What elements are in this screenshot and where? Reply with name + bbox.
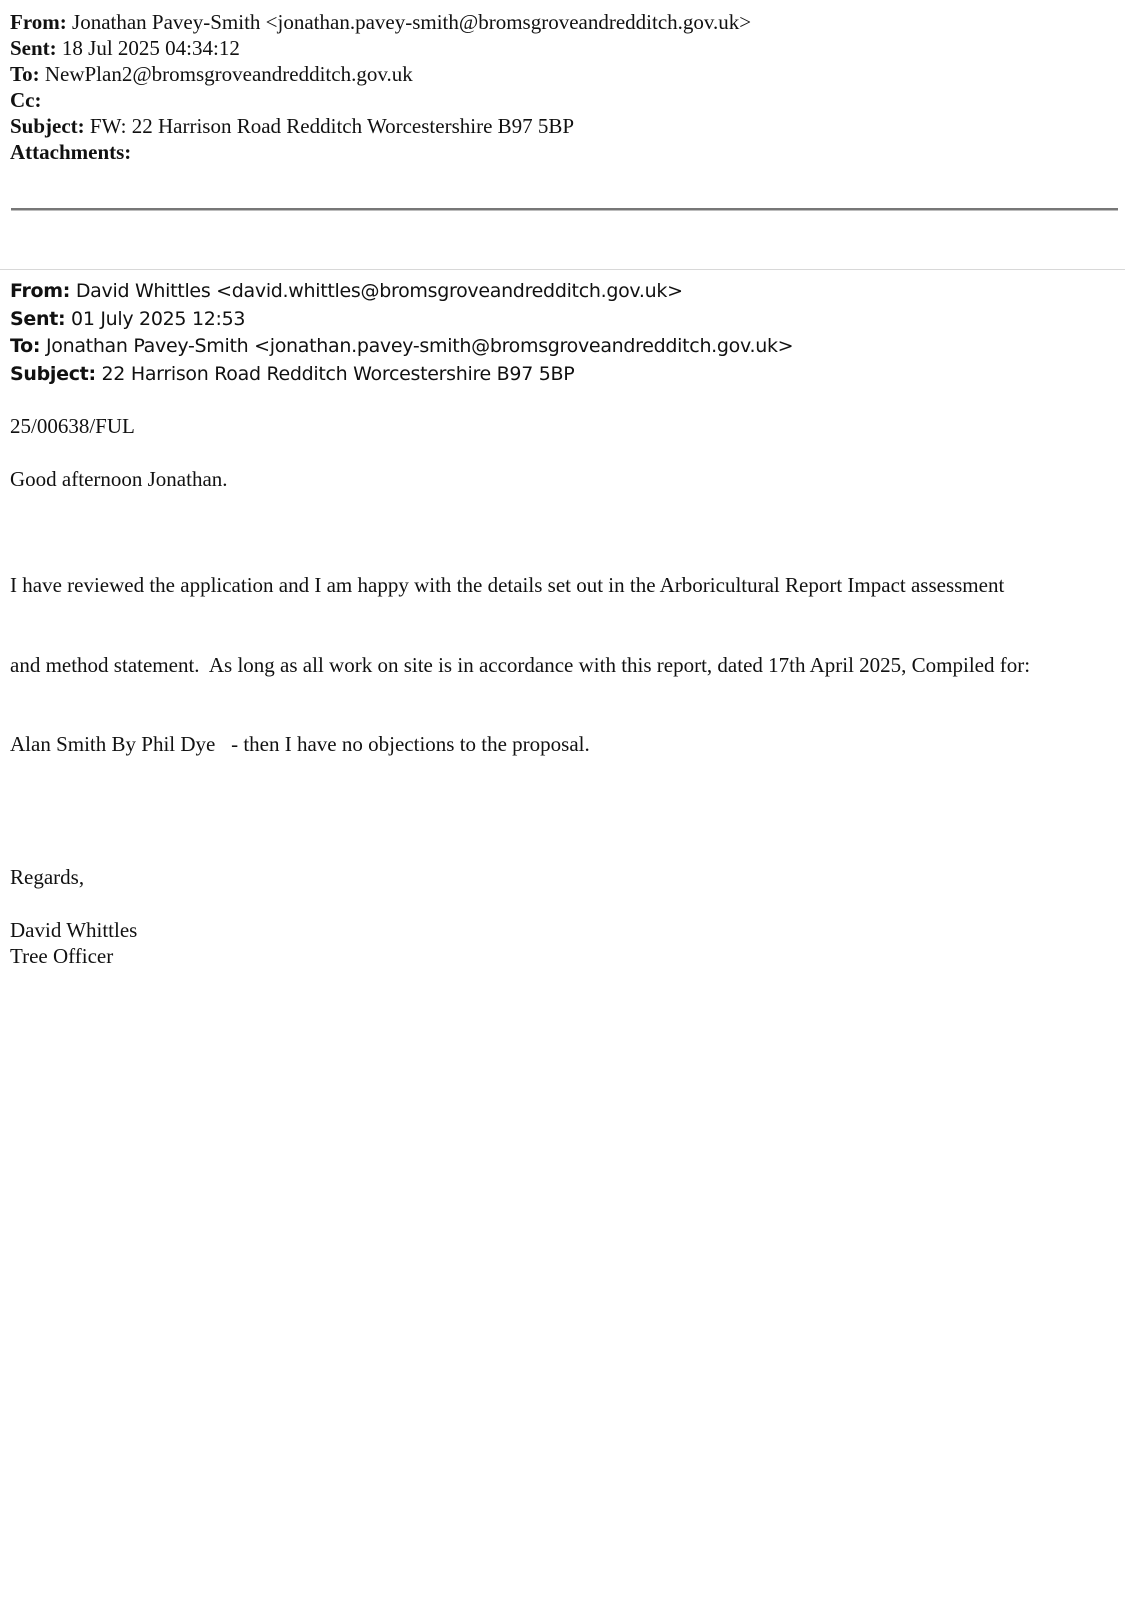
forward-sent-value: 18 Jul 2025 04:34:12 [61,36,240,60]
application-reference: 25/00638/FUL [10,414,135,438]
signature-title: Tree Officer [10,944,114,968]
forward-from-row [10,9,751,35]
forward-subject-label: Subject: [10,114,85,138]
original-to-row [10,333,793,361]
paragraph-line: Alan Smith By Phil Dye - then I have no objections to the proposal. [10,732,590,756]
original-to-label: To: [10,335,41,357]
original-subject-value: 22 Harrison Road Redditch Worcestershire B97 5BP [101,362,575,385]
closing: Regards, [10,864,85,889]
original-sent-row [10,306,793,334]
forward-attachments-row [10,139,751,165]
original-email-header [10,278,793,388]
greeting: Good afternoon Jonathan. [10,467,228,491]
original-subject-row [10,361,793,389]
original-subject-label: Subject: [10,362,96,385]
forward-subject-row [10,113,751,139]
forward-subject-value: FW: 22 Harrison Road Redditch Worcestershire B97 5BP [89,114,575,138]
original-from-row [10,278,793,306]
forwarded-email-header [10,9,751,165]
forward-from-label: From: [10,10,67,34]
original-message-divider [0,269,1125,270]
forward-to-row [10,61,751,87]
forward-sent-label: Sent: [10,36,57,60]
paragraph-line: I have reviewed the application and I am happy with the details set out in the Arboricultural Report Impact assessment [10,573,1005,597]
main-paragraph [10,519,1125,811]
original-to-value: Jonathan Pavey-Smith <jonathan.pavey-smith@bromsgroveandredditch.gov.uk> [45,335,794,357]
forward-cc-row [10,87,751,113]
forward-attachments-label: Attachments: [10,140,132,164]
forward-to-label: To: [10,62,40,86]
original-sent-value: 01 July 2025 12:53 [71,307,246,330]
forward-from-value: Jonathan Pavey-Smith <jonathan.pavey-smith@bromsgroveandredditch.gov.uk> [72,10,752,34]
forward-to-value: NewPlan2@bromsgroveandredditch.gov.uk [44,62,413,86]
paragraph-line: and method statement. As long as all work on site is in accordance with this report, dated 17th April 2025, Compiled for: [10,652,1031,677]
forward-cc-label: Cc: [10,88,42,112]
original-sent-label: Sent: [10,307,66,330]
original-from-label: From: [10,280,71,302]
original-from-value: David Whittles <david.whittles@bromsgroveandredditch.gov.uk> [75,280,683,302]
signature-name: David Whittles [10,917,138,942]
email-body [10,413,1125,970]
header-divider [11,208,1118,211]
forward-sent-row [10,35,751,61]
